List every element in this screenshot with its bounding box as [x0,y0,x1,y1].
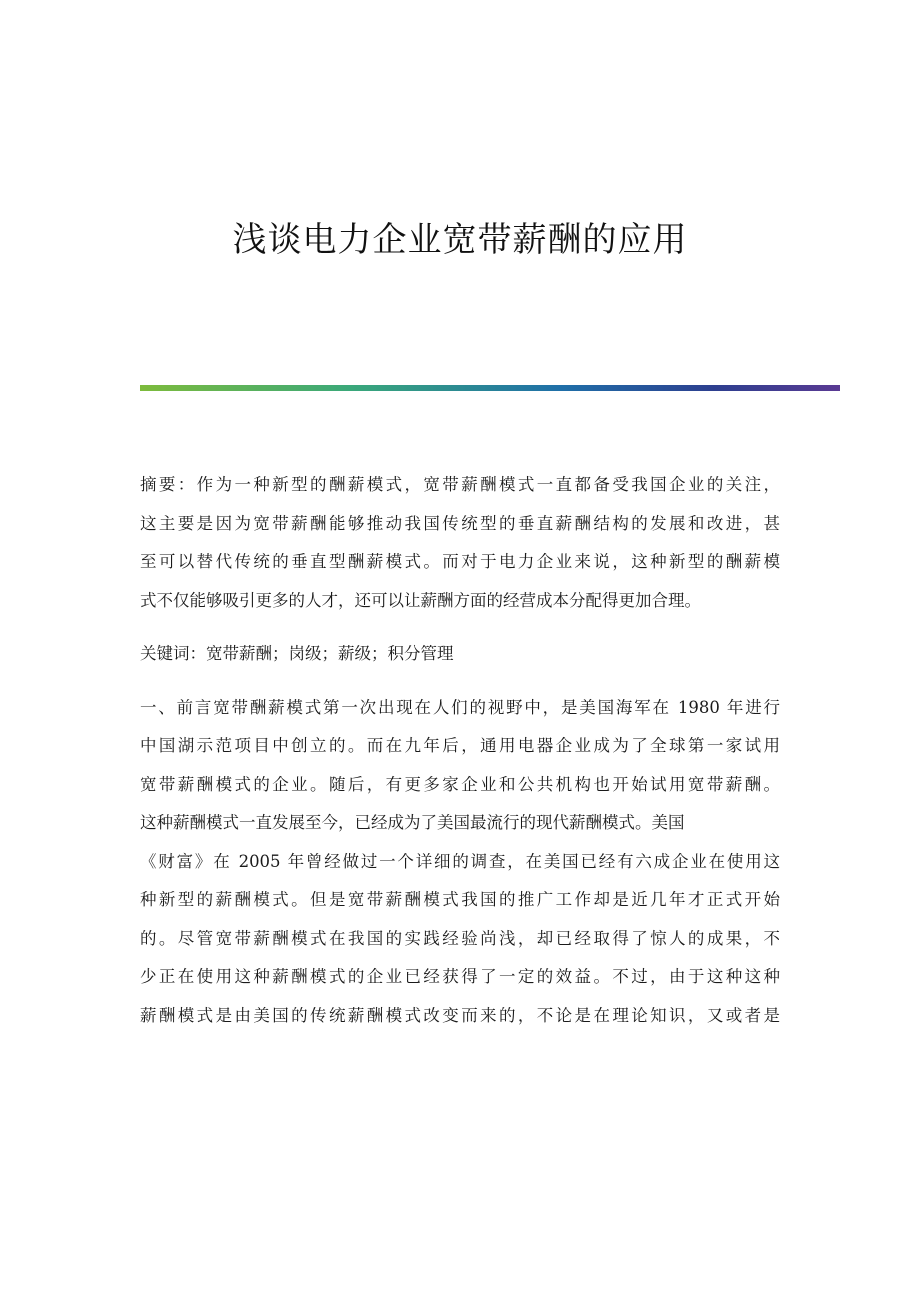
keywords-text: 关键词：宽带薪酬；岗级；薪级；积分管理 [140,644,454,663]
keywords-paragraph [140,635,780,674]
text-line: 薪酬模式是由美国的传统薪酬模式改变而来的，不论是在理论知识，又或者是 [140,1005,780,1025]
text-line: 式不仅能够吸引更多的人才，还可以让薪酬方面的经营成本分配得更加合理。 [140,590,701,610]
text-line: 这种薪酬模式一直发展至今，已经成为了美国最流行的现代薪酬模式。美国 [140,813,685,832]
text-line: 摘要：作为一种新型的酬薪模式，宽带薪酬模式一直都备受我国企业的关注， [140,475,780,494]
document-title: 浅谈电力企业宽带薪酬的应用 [232,220,688,260]
document-body [140,466,780,1050]
text-line: 至可以替代传统的垂直型酬薪模式。而对于电力企业来说，这种新型的酬薪模 [140,552,780,571]
text-line: 少正在使用这种薪酬模式的企业已经获得了一定的效益。不过，由于这种这种 [140,967,780,986]
text-line: 种新型的薪酬模式。但是宽带薪酬模式我国的推广工作却是近几年才正式开始 [140,890,780,909]
text-line: 的。尽管宽带薪酬模式在我国的实践经验尚浅，却已经取得了惊人的成果，不 [140,928,780,948]
text-line: 《财富》在 2005 年曾经做过一个详细的调查，在美国已经有六成企业在使用这 [140,851,780,871]
text-line: 一、前言宽带酬薪模式第一次出现在人们的视野中，是美国海军在 1980 年进行 [140,697,780,717]
abstract-paragraph [140,466,780,620]
text-line: 中国湖示范项目中创立的。而在九年后，通用电器企业成为了全球第一家试用 [140,736,780,755]
text-line: 宽带薪酬模式的企业。随后，有更多家企业和公共机构也开始试用宽带薪酬。 [140,774,780,794]
text-line: 这主要是因为宽带薪酬能够推动我国传统型的垂直薪酬结构的发展和改进，甚 [140,513,780,533]
gradient-divider [140,385,840,391]
section-paragraph [140,689,780,1036]
